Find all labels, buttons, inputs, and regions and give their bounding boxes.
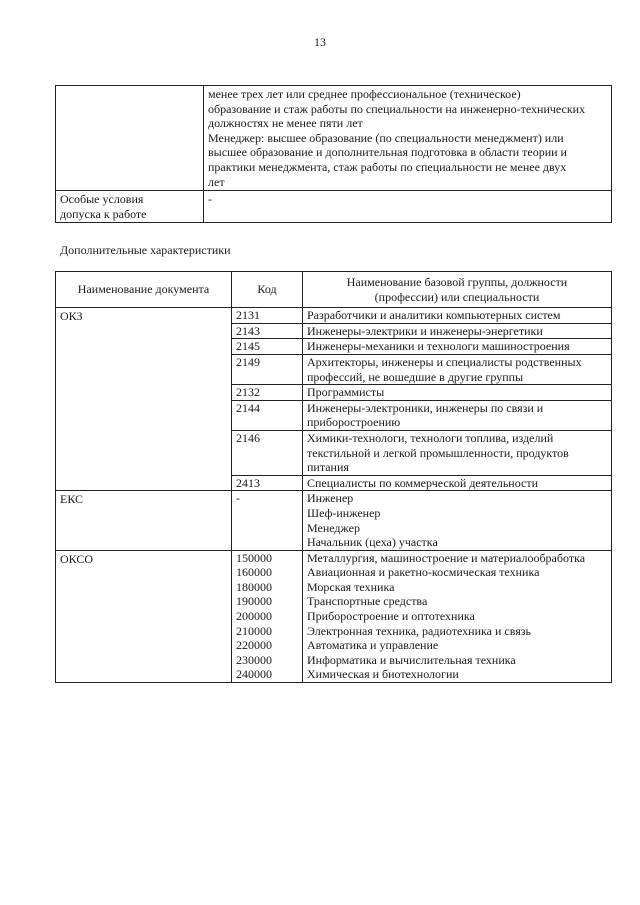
- header-line: (профессии) или специальности: [374, 289, 540, 304]
- name-cell: Инженеры-электрики и инженеры-энергетики: [303, 323, 612, 339]
- list-item: 220000: [236, 638, 272, 653]
- code-cell: 2131: [232, 308, 303, 324]
- table-row: [56, 86, 612, 191]
- text-line: Менеджер: высшее образование (по специальности менеджмент) или: [208, 130, 564, 145]
- list-item: 200000: [236, 609, 272, 624]
- special-conditions-value: -: [204, 191, 612, 223]
- header-group-name: [303, 272, 612, 308]
- text-line: лет: [208, 174, 225, 189]
- list-item: 240000: [236, 667, 272, 682]
- list-item: Начальник (цеха) участка: [307, 535, 438, 550]
- text-line: практики менеджмента, стаж работы по специальности не менее двух: [208, 159, 567, 174]
- name-cell: Инженеры-механики и технологи машиностроения: [303, 339, 612, 355]
- list-item: Транспортные средства: [307, 594, 428, 609]
- name-cell: Программисты: [303, 385, 612, 401]
- table-row: [56, 550, 612, 682]
- code-cell: 2146: [232, 430, 303, 475]
- table-row: [56, 191, 612, 223]
- text-line: менее трех лет или среднее профессиональное (техническое): [208, 87, 521, 101]
- code-cell: 2145: [232, 339, 303, 355]
- list-item: 160000: [236, 565, 272, 580]
- list-item: Автоматика и управление: [307, 638, 439, 653]
- header-line: Наименование базовой группы, должности: [346, 275, 568, 289]
- list-item: Химическая и биотехнологии: [307, 667, 459, 682]
- header-document-name: Наименование документа: [56, 272, 232, 308]
- code-cell: 2143: [232, 323, 303, 339]
- list-item: Приборостроение и оптотехника: [307, 609, 475, 624]
- text-line: высшее образование и дополнительная подготовка в области теории и: [208, 145, 567, 160]
- code-cell: 2132: [232, 385, 303, 401]
- list-item: 190000: [236, 594, 272, 609]
- okso-specialties-list: [303, 550, 612, 682]
- code-cell: 2413: [232, 475, 303, 491]
- eks-positions-list: [303, 491, 612, 550]
- list-item: Информатика и вычислительная техника: [307, 652, 516, 667]
- education-requirements-cell: [204, 86, 612, 191]
- text-line: должностях не менее пяти лет: [208, 116, 363, 131]
- label-cell: [56, 86, 204, 191]
- text-line: образование и стаж работы по специальности на инженерно-технических: [208, 101, 586, 116]
- list-item: 150000: [236, 550, 272, 565]
- code-cell: 2149: [232, 354, 303, 384]
- code-cell: 2144: [232, 400, 303, 430]
- name-cell: Разработчики и аналитики компьютерных систем: [303, 308, 612, 324]
- doc-eks: ЕКС: [56, 491, 232, 550]
- list-item: Электронная техника, радиотехника и связь: [307, 623, 531, 638]
- name-cell: Архитекторы, инженеры и специалисты родственных профессий, не вошедшие в другие группы: [303, 354, 612, 384]
- list-item: 230000: [236, 652, 272, 667]
- list-item: Шеф-инженер: [307, 505, 381, 520]
- header-row: [56, 272, 612, 308]
- section-heading: Дополнительные характеристики: [60, 243, 231, 257]
- list-item: Инженер: [307, 491, 354, 506]
- table-row: [56, 491, 612, 550]
- additional-characteristics-table: [55, 271, 612, 683]
- doc-okso: ОКСО: [56, 550, 232, 682]
- special-conditions-label: [56, 191, 204, 223]
- list-item: Морская техника: [307, 579, 395, 594]
- table-row: [56, 308, 612, 324]
- code-cell: -: [232, 491, 303, 550]
- name-cell: Инженеры-электроники, инженеры по связи и приборостроению: [303, 400, 612, 430]
- doc-okz: ОКЗ: [56, 308, 232, 491]
- list-item: Металлургия, машиностроение и материалообработка: [307, 550, 586, 565]
- name-cell: Химики-технологи, технологи топлива, изделий текстильной и легкой промышленности, продуктов питания: [303, 430, 612, 475]
- okso-codes-list: [232, 550, 303, 682]
- page-number: 13: [314, 35, 326, 49]
- list-item: 180000: [236, 579, 272, 594]
- list-item: Менеджер: [307, 520, 360, 535]
- label-line: Особые условия: [60, 192, 144, 207]
- header-code: Код: [232, 272, 303, 308]
- list-item: Авиационная и ракетно-космическая техника: [307, 565, 540, 580]
- label-line: допуска к работе: [60, 206, 147, 221]
- qualification-requirements-table: [55, 85, 612, 223]
- list-item: 210000: [236, 623, 272, 638]
- name-cell: Специалисты по коммерческой деятельности: [303, 475, 612, 491]
